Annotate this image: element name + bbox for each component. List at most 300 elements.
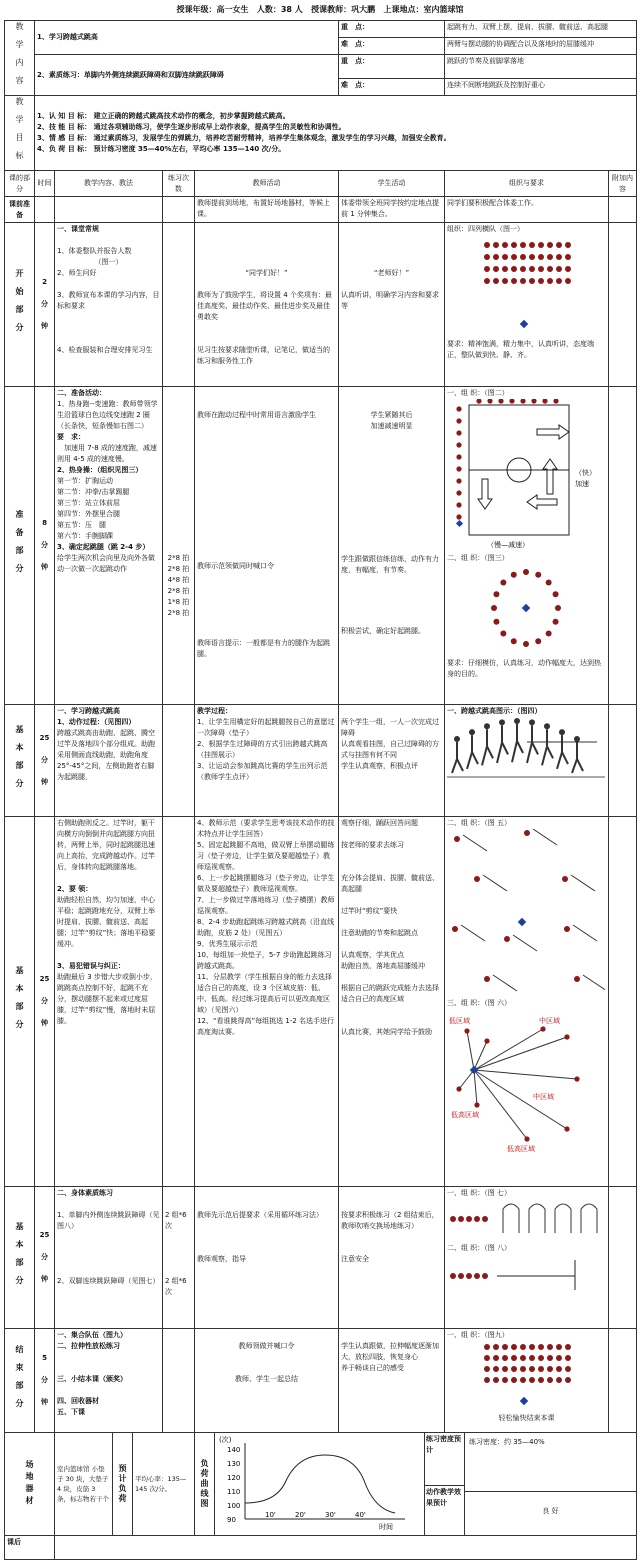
student-dot-icon bbox=[502, 1366, 508, 1372]
warm-c2: 要 求： bbox=[57, 433, 85, 441]
student-dot-icon bbox=[520, 1355, 526, 1361]
basic-row-2: 基本部分 25 分 钟 右侧助跑则反之。过竿时，躯干向横方向倒倒并向起跳腿方向扭转，两臂上举，同时起跳腿迅速向上高抬，完成跨越动作。过竿后，身体转向起跳腿落地。 2、要 领： 助跑轻松自然，均匀加速，中心平稳；起跳蹬地充分，双臂上举时提肩、拔腰、髋前送、高起腿；过竿“剪纹”快；落地平稳要缓冲。 3、易犯错误与纠正： 助跑最后 3 步错大步或倒小步，跳跳高点控制不好，起跳不充分，摆动腿摆不起来或过度屈膝，过竿“剪纹”慢，落地时未屈膝。 4、教师示范（要求学生思考该技术动作的技术特点并让学生回答） 5、固定起跳腿不高地，做双臂上举摆动腿练习（垫子旁边，让学生做及要超越垫子）教师巡视观察。 6、上一步起跳摆腿练习（垫子旁边，让学生做及要超越垫子）教师巡视观察。 7、上一步做过竿落地练习（垫子横摆）教师巡视观察。 8、2-4 步助跑起跳练习跨越式跳高（沿直线助跑，皮筋 2 处）（见图五） 9、优秀生展示示范 10、每组加一块垫子，5-7 步助跑起跳练习跨越式跳高。 11、分层教学（学生根据自身的能力去选择适合自己的高度，设 3 个区域皮筋：低、中、低高。经过练习提高后可以更改高度区域）（见图六） 12、“看谁跳得高”每组挑选 1-2 名选手进行高度淘汰赛。 观察仔细，踊跃回答问题 按老师的要求去练习 充分体会提肩、拔腰、髋前送、高起腿 过竿时“剪纹”要快 注意助跑的节奏和起跳点 认真观察，学其优点 助跑自然，落地高屈膝缓冲 根据自己的跳跃完成能力去选择适合自己的高度区域 认真比赛，其她同学给予鼓励 二、组 织：（图 五） 三、组 织：（图 六） 低区域 中区域 中区域 低高区域 低高区域 bbox=[5, 817, 637, 1187]
goal-4: 4、负 荷 目 标： 预计练习密度 35—40%左右，平均心率 135—140 次/分。 bbox=[37, 145, 286, 153]
warm-s2: 学生跟做跟信练信练，动作有力度，有幅度，有节奏。 bbox=[341, 555, 439, 574]
jumper-leg-icon bbox=[547, 746, 553, 758]
jumper-head-icon bbox=[544, 723, 550, 729]
content-row-1 bbox=[5, 21, 637, 38]
student-dot-icon bbox=[520, 1344, 526, 1350]
goal-1: 1、认 知 目 标： 建立正确的跨越式跳高技术动作的概念，初步掌握跨越式跳高。 bbox=[37, 112, 290, 120]
student-dot-icon bbox=[456, 466, 461, 471]
student-dot-icon bbox=[450, 1273, 456, 1279]
student-dot-icon bbox=[458, 1216, 464, 1222]
b2-s2: 充分体会提肩、拔腰、髋前送、高起腿 bbox=[341, 874, 439, 893]
b1-t2: 2、根据学生过障碍的方式引出跨越式跳高（挂图展示） bbox=[197, 740, 328, 759]
b3-r1: 2 组*6 次 bbox=[165, 1277, 187, 1296]
student-dot-icon bbox=[454, 836, 460, 842]
student-dot-icon bbox=[502, 242, 508, 248]
student-dot-icon bbox=[484, 1038, 489, 1043]
runway-line-icon bbox=[467, 1031, 474, 1070]
b2-t4: 8、2-4 步助跑起跳练习跨越式跳高（沿直线助跑，皮筋 2 处）（见图五） bbox=[197, 918, 335, 937]
student-dot-icon bbox=[542, 399, 547, 404]
start-c3: 2、师生问好 bbox=[57, 269, 97, 277]
student-dot-icon bbox=[498, 399, 503, 404]
teacher-marker-icon bbox=[520, 320, 528, 328]
student-dot-icon bbox=[564, 1126, 569, 1131]
student-dot-icon bbox=[493, 591, 499, 597]
student-dot-icon bbox=[556, 1355, 562, 1361]
end-c0: 一、集合队伍（图九） bbox=[57, 1331, 127, 1339]
high-jump-sequence-figure bbox=[447, 717, 605, 787]
jumper-head-icon bbox=[529, 719, 535, 725]
student-dot-icon bbox=[476, 399, 481, 404]
warm-c6: 第二节：冲拳/击掌踢腿 bbox=[57, 488, 130, 496]
student-dot-icon bbox=[511, 1355, 517, 1361]
student-dot-icon bbox=[493, 619, 499, 625]
x-tick-label: 10' bbox=[265, 1511, 276, 1519]
student-dot-icon bbox=[529, 1366, 535, 1372]
start-c5: 4、检查服装和合理安排见习生 bbox=[57, 346, 153, 354]
col-reps: 练习次数 bbox=[163, 171, 195, 197]
student-dot-icon bbox=[493, 1366, 499, 1372]
circle-formation-diagram bbox=[447, 564, 605, 654]
warm-o4: 二、组 织：（图三） bbox=[447, 554, 509, 562]
student-dot-icon bbox=[504, 936, 510, 942]
student-dot-icon bbox=[502, 1344, 508, 1350]
b2-o1: 三、组 织：（图 六） bbox=[447, 999, 511, 1007]
jumper-leg-icon bbox=[472, 752, 478, 764]
start-t2: 见习生按要求随堂听课，记笔记，做适当的练习和服务性工作 bbox=[197, 346, 330, 365]
content-item-2: 2、素质练习：单脚内外侧连续跳跃障碍和双脚连续跳跃障碍 bbox=[35, 55, 339, 96]
jumper-leg-icon bbox=[482, 746, 487, 765]
student-dot-icon bbox=[538, 242, 544, 248]
student-dot-icon bbox=[540, 1026, 545, 1031]
warm-r1: 2*8 拍 bbox=[167, 565, 190, 573]
b1-t1: 1、让学生用橫定好的起跳腿按自己的意愿过一次障碍（垫子） bbox=[197, 718, 335, 737]
student-dot-icon bbox=[564, 1034, 569, 1039]
warm-c10: 第六节：手腕脚踝 bbox=[57, 532, 113, 540]
warm-t1: 教师示范领做同时喊口令 bbox=[197, 562, 274, 570]
runway-line-icon bbox=[474, 1070, 527, 1139]
pre-class-row bbox=[5, 197, 637, 223]
student-dot-icon bbox=[556, 1366, 562, 1372]
footer-table bbox=[4, 1432, 637, 1560]
student-dot-icon bbox=[484, 1377, 490, 1383]
b3-c0: 二、身体素质练习 bbox=[57, 1189, 113, 1197]
runway-line-icon bbox=[474, 1070, 577, 1079]
student-dot-icon bbox=[565, 266, 571, 272]
b2-s8: 认真比赛，其她同学给予鼓励 bbox=[341, 1028, 432, 1036]
student-dot-icon bbox=[493, 266, 499, 272]
effect-text: 良 好 bbox=[542, 1507, 559, 1515]
b2-c4: 助跑最后 3 步错大步或倒小步，跳跳高点控制不好，起跳不充分，摆动腿摆不起来或过度屈膝，过竿“剪纹”慢，落地时未屈膝。 bbox=[57, 973, 157, 1025]
student-dot-icon bbox=[538, 266, 544, 272]
jumper-head-icon bbox=[499, 719, 505, 725]
student-dot-icon bbox=[456, 490, 461, 495]
basic-label-3: 基本部分 bbox=[5, 1187, 35, 1329]
student-dot-icon bbox=[466, 1216, 472, 1222]
student-dot-icon bbox=[511, 242, 517, 248]
b1-t3: 3、让运动会参加跳高比赛的学生出列示范（教师学生点评） bbox=[197, 762, 328, 781]
col-note: 附加内容 bbox=[609, 171, 637, 197]
end-s1: 养于畅谈自己的感受 bbox=[341, 1364, 404, 1372]
start-t1: 教师为了鼓励学生，将设置 4 个奖项有：最佳高度奖、最佳动作奖、最佳进步奖及最佳勇敢奖 bbox=[197, 291, 332, 321]
after-class-row bbox=[5, 1536, 637, 1560]
b2-c2: 助跑轻松自然，均匀加速，中心平稳；起跳蹬地充分，双臂上举时提肩、拔腰、髋前送、高起腿；过竿“剪纹”快；落地平稳要缓冲。 bbox=[57, 896, 156, 948]
bar-line-icon bbox=[493, 975, 517, 991]
start-s1: 认真听讲，明确学习内容和要求等 bbox=[341, 291, 439, 310]
student-dot-icon bbox=[511, 1366, 517, 1372]
b3-t1: 教师观察，指导 bbox=[197, 1255, 246, 1263]
b2-s3: 过竿时“剪纹”要快 bbox=[341, 907, 398, 915]
student-dot-icon bbox=[553, 591, 559, 597]
student-dot-icon bbox=[452, 926, 458, 932]
goals-label: 教学目标 bbox=[5, 96, 35, 171]
hurdle-icon bbox=[529, 1204, 545, 1233]
teacher-marker-icon bbox=[456, 520, 463, 527]
warm-c8: 第四节：外摆里合腿 bbox=[57, 510, 120, 518]
warmup-label: 准备部分 bbox=[5, 387, 35, 705]
student-dot-icon bbox=[484, 976, 490, 982]
y-tick-label: 100 bbox=[227, 1502, 241, 1510]
student-dot-icon bbox=[565, 1366, 571, 1372]
b3-s1: 注意安全 bbox=[341, 1255, 369, 1263]
student-dot-icon bbox=[520, 278, 526, 284]
col-content: 教学内容、教法 bbox=[55, 171, 163, 197]
student-dot-icon bbox=[529, 242, 535, 248]
lesson-plan-table bbox=[4, 20, 637, 1433]
goals-row bbox=[5, 96, 637, 171]
student-dot-icon bbox=[520, 1377, 526, 1383]
student-dot-icon bbox=[565, 1344, 571, 1350]
jumper-leg-icon bbox=[457, 759, 463, 771]
zone-mid-label-1: 中区域 bbox=[539, 1017, 560, 1025]
jumper-head-icon bbox=[514, 718, 520, 724]
jumper-leg-icon bbox=[557, 752, 562, 769]
warm-c1: 1、热身跑--变速跑：教师带领学生沿篮球白色边线变速跑 2 圈（长条快，短条慢如右图二） bbox=[57, 400, 158, 430]
hurdle-hop-diagram bbox=[447, 1199, 605, 1239]
student-dot-icon bbox=[511, 1377, 517, 1383]
warm-c9: 第五节：压 腿 bbox=[57, 521, 106, 529]
warm-r5: 2*8 拍 bbox=[167, 609, 190, 617]
basic-label-1: 基本部分 bbox=[5, 705, 35, 817]
student-dot-icon bbox=[456, 418, 461, 423]
curve-label: 负荷曲线图 bbox=[195, 1433, 215, 1536]
b2-s0: 观察仔细，踊跃回答问题 bbox=[341, 819, 418, 827]
bar-line-icon bbox=[461, 925, 485, 941]
end-o1: 轻松愉快结束本课 bbox=[498, 1414, 555, 1422]
load-text: 平均心率：135—145 次/分。 bbox=[133, 1433, 195, 1536]
b2-t2: 6、上一步起跳摆腿练习（垫子旁边，让学生做及要超越垫子）教师巡视观察。 bbox=[197, 874, 335, 893]
b1-t0: 教学过程： bbox=[197, 707, 232, 715]
b1-s2: 学生认真观察，积极点评 bbox=[341, 762, 418, 770]
warm-c11: 3、确定起跳腿（跳 2-4 步） bbox=[57, 543, 150, 551]
hurdle-icon bbox=[581, 1204, 597, 1233]
student-dot-icon bbox=[556, 242, 562, 248]
col-time: 时间 bbox=[35, 171, 55, 197]
student-dot-icon bbox=[556, 254, 562, 260]
basic-row-3: 基本部分 25 分 钟 二、身体素质练习 1、单脚内外侧连续跳跃障碍（见图八） 2、双脚连续跳跃障碍（见图七） 2 组*6 次 2 组*6 次 教师先示范后提要求（采用循环练习法） 教师观察，指导 按要求积极练习（2 组结束后，教师吹哨交换场地练习） 注意安全 一、组 织：（图 七） 二、组 织：（图 八） bbox=[5, 1187, 637, 1329]
student-dot-icon bbox=[529, 278, 535, 284]
end-t1: 教师、学生一起总结 bbox=[235, 1375, 298, 1383]
hurdle-icon bbox=[503, 1204, 519, 1233]
student-dot-icon bbox=[456, 514, 461, 519]
field-label: 场地器材 bbox=[5, 1433, 55, 1536]
student-dot-icon bbox=[523, 641, 529, 647]
student-dot-icon bbox=[511, 266, 517, 272]
student-dot-icon bbox=[511, 638, 517, 644]
student-dot-icon bbox=[484, 242, 490, 248]
student-dot-icon bbox=[524, 1136, 529, 1141]
student-dot-icon bbox=[531, 399, 536, 404]
student-dot-icon bbox=[565, 242, 571, 248]
warm-r2: 4*8 拍 bbox=[167, 576, 190, 584]
bar-line-icon bbox=[583, 975, 605, 991]
student-dot-icon bbox=[456, 478, 461, 483]
student-dot-icon bbox=[565, 1355, 571, 1361]
zone-diagram bbox=[447, 1009, 605, 1159]
basic-row-1: 基本部分 25 分 钟 一、学习跨越式跳高 1、动作过程：（见图四） 跨越式跳高由助跑、起跳、腾空过竿及落地四个部分组成。助跑采用侧面直线助跑，助跑角度 25°-45°之间，左侧助跑者右脚为起跳腿， 教学过程： 1、让学生用橫定好的起跳腿按自己的意愿过一次障碍（垫子） 2、根据学生过障碍的方式引出跨越式跳高（挂图展示） 3、让运动会参加跳高比赛的学生出列示范（教师学生点评） 两个学生一组，一人一次完成过障碍 认真观看挂图，自己过障碍的方式与挂图有何不同 学生认真观察，积极点评 一、跨越式跳高图示：（图四） bbox=[5, 705, 637, 817]
start-c2: （图一） bbox=[94, 258, 123, 266]
b1-s1: 认真观看挂图，自己过障碍的方式与挂图有何不同 bbox=[341, 740, 439, 759]
b2-t5: 9、优秀生展示示范 bbox=[197, 940, 258, 948]
student-dot-icon bbox=[509, 399, 514, 404]
jumper-leg-icon bbox=[517, 741, 523, 753]
arrow-down-icon bbox=[478, 479, 492, 509]
jump-station-diagram bbox=[447, 829, 605, 994]
x-tick-label: 30' bbox=[325, 1511, 336, 1519]
student-dot-icon bbox=[553, 399, 558, 404]
content-item-1: 1、学习跨越式跳高 bbox=[35, 21, 339, 55]
end-c4: 五、下课 bbox=[57, 1408, 85, 1416]
start-c1: 1、体委整队并报告人数 bbox=[57, 247, 132, 255]
student-dot-icon bbox=[574, 1076, 579, 1081]
warm-c3: 加速用 7-8 成的速度跑，减速则用 4-5 成的速度慢。 bbox=[57, 444, 157, 463]
running-route-diagram bbox=[447, 399, 605, 549]
student-dot-icon bbox=[565, 254, 571, 260]
bar-line-icon bbox=[573, 925, 597, 941]
b1-c1: 1、动作过程：（见图四） bbox=[57, 718, 136, 726]
grade: 授课年级：高一女生 bbox=[176, 5, 249, 14]
bar-line-icon bbox=[533, 829, 557, 845]
warm-t2: 教师语言提示：一般都是有力的腿作为起跳腿。 bbox=[197, 639, 330, 658]
student-dot-icon bbox=[546, 630, 552, 636]
student-dot-icon bbox=[487, 399, 492, 404]
student-dot-icon bbox=[456, 1086, 461, 1091]
pre-student: 体委带领全班同学按约定地点提前 1 分钟集合。 bbox=[339, 197, 445, 223]
jumper-leg-icon bbox=[542, 746, 547, 765]
student-dot-icon bbox=[564, 926, 570, 932]
b2-t8: 12、“看谁跳得高”每组挑选 1-2 名选手进行高度淘汰赛。 bbox=[197, 1017, 335, 1036]
jumper-leg-icon bbox=[572, 759, 577, 773]
student-dot-icon bbox=[538, 278, 544, 284]
student-dot-icon bbox=[493, 278, 499, 284]
student-dot-icon bbox=[520, 242, 526, 248]
accel-label: 加速 bbox=[575, 480, 589, 488]
warm-s3: 积极尝试，确定好起跳腿。 bbox=[341, 627, 425, 635]
b1-c2: 跨越式跳高由助跑、起跳、腾空过竿及落地四个部分组成。助跑采用侧面直线助跑，助跑角度 25°-45°之间，左侧助跑者右脚为起跳腿， bbox=[57, 729, 155, 781]
warm-r0: 2*8 拍 bbox=[167, 554, 190, 562]
goal-2: 2、技 能 目 标： 通过各项辅助练习，使学生逐步形成早上动作表象，提高学生的灵敏性和协调性。 bbox=[37, 123, 346, 131]
formation-diagram-9 bbox=[447, 1341, 605, 1409]
b3-o0: 一、组 织：（图 七） bbox=[447, 1189, 511, 1197]
arrow-left-icon bbox=[527, 495, 557, 509]
start-label: 开始部分 bbox=[5, 223, 35, 387]
student-dot-icon bbox=[538, 254, 544, 260]
student-dot-icon bbox=[511, 254, 517, 260]
b2-t7: 11、分层教学（学生根据自身的能力去选择适合自己的高度，设 3 个区域皮筋：低、中、低高。经过练习提高后可以更改高度区域）（见图六） bbox=[197, 973, 332, 1014]
jumper-leg-icon bbox=[577, 759, 583, 771]
bar-line-icon bbox=[513, 935, 537, 951]
after-class-label: 课后 bbox=[5, 1536, 55, 1560]
bar-line-icon bbox=[483, 875, 507, 891]
student-dot-icon bbox=[493, 242, 499, 248]
student-dot-icon bbox=[474, 1102, 479, 1107]
jumper-head-icon bbox=[574, 736, 580, 742]
x-tick-label: 40' bbox=[355, 1511, 366, 1519]
student-dot-icon bbox=[547, 1344, 553, 1350]
student-dot-icon bbox=[535, 572, 541, 578]
b2-o0: 二、组 织：（图 五） bbox=[447, 819, 511, 827]
load-label: 预计负荷 bbox=[113, 1433, 133, 1536]
b1-s0: 两个学生一组，一人一次完成过障碍 bbox=[341, 718, 439, 737]
x-tick-label: 20' bbox=[295, 1511, 306, 1519]
student-dot-icon bbox=[547, 254, 553, 260]
runway-line-icon bbox=[474, 1070, 477, 1105]
formation-diagram-1 bbox=[447, 235, 605, 335]
col-org: 组织与要求 bbox=[445, 171, 609, 197]
y-tick-label: 120 bbox=[227, 1474, 241, 1482]
student-dot-icon bbox=[547, 1366, 553, 1372]
zone-low-label: 低区域 bbox=[449, 1017, 470, 1025]
end-s0: 学生认真跟做，拉伸幅度逐渐加大，放松四肢，恢复身心 bbox=[341, 1342, 439, 1361]
jumper-head-icon bbox=[454, 736, 460, 742]
student-dot-icon bbox=[502, 1377, 508, 1383]
student-dot-icon bbox=[529, 266, 535, 272]
jumper-leg-icon bbox=[487, 746, 493, 758]
end-t0: 教师领做并喊口令 bbox=[238, 1342, 295, 1350]
student-dot-icon bbox=[535, 638, 541, 644]
content-row-3 bbox=[5, 55, 637, 79]
end-c1: 二、拉伸性放松练习 bbox=[57, 1342, 120, 1350]
warm-c5: 第一节：扩胸运动 bbox=[57, 477, 113, 485]
jumper-leg-icon bbox=[527, 742, 532, 763]
b2-t6: 10、每组加一块垫子，5-7 步助跑起跳练习跨越式跳高。 bbox=[197, 951, 332, 970]
b2-c0: 右侧助跑则反之。过竿时，躯干向横方向倒倒并向起跳腿方向扭转，两臂上举，同时起跳腿迅速向上高抬，完成跨越动作。过竿后，身体转向起跳腿落地。 bbox=[57, 819, 155, 871]
end-c3: 四、回收器材 bbox=[57, 1397, 99, 1405]
b2-t1: 5、固定起跳腿不高地，做双臂上举摆动腿练习（垫子旁边，让学生做及要超越垫子）教师巡视观察。 bbox=[197, 841, 335, 871]
zone-mid-label-2: 中区域 bbox=[533, 1093, 554, 1101]
col-student: 学生活动 bbox=[339, 171, 445, 197]
b2-t3: 7、上一步做过竿落地练习（垫子横摆）教师巡视观察。 bbox=[197, 896, 335, 915]
student-dot-icon bbox=[502, 254, 508, 260]
student-dot-icon bbox=[562, 876, 568, 882]
start-s0: “老师好！” bbox=[373, 269, 410, 277]
student-dot-icon bbox=[484, 1355, 490, 1361]
b3-r0: 2 组*6 次 bbox=[165, 1211, 187, 1230]
b3-c2: 2、双脚连续跳跃障碍（见图七） bbox=[57, 1277, 160, 1285]
y-tick-label: 110 bbox=[227, 1488, 241, 1496]
warm-o0: 一、组 织：（图二） bbox=[447, 389, 509, 397]
content-label: 教学内容 bbox=[5, 21, 35, 96]
student-dot-icon bbox=[547, 266, 553, 272]
goal-3: 3、情 感 目 标： 通过素质练习，发展学生的弹跳力，培养吃苦耐劳精神，培养学生集体观念，激发学生的学习兴趣，加强安全教育。 bbox=[37, 134, 451, 142]
student-dot-icon bbox=[547, 1355, 553, 1361]
student-dot-icon bbox=[484, 1344, 490, 1350]
pre-class-label: 课前准备 bbox=[5, 197, 35, 223]
effect-label: 动作教学效果预计 bbox=[426, 1488, 461, 1507]
bar-line-icon bbox=[463, 835, 487, 851]
jumper-leg-icon bbox=[502, 742, 508, 754]
b2-c1: 2、要 领： bbox=[57, 885, 93, 893]
bar-line-icon bbox=[571, 875, 595, 891]
student-dot-icon bbox=[493, 1377, 499, 1383]
student-dot-icon bbox=[538, 1366, 544, 1372]
student-dot-icon bbox=[529, 1344, 535, 1350]
student-dot-icon bbox=[524, 830, 530, 836]
density-text: 练习密度：约 35—40% bbox=[465, 1433, 636, 1492]
start-t0: “同学们好！” bbox=[245, 269, 288, 277]
student-dot-icon bbox=[482, 1273, 488, 1279]
teacher-name: 授课教师：巩大鹏 bbox=[311, 5, 376, 14]
side-hop-diagram bbox=[447, 1254, 605, 1294]
basic-label-2: 基本部分 bbox=[5, 817, 35, 1187]
student-dot-icon bbox=[565, 278, 571, 284]
col-teacher: 教师活动 bbox=[195, 171, 339, 197]
student-dot-icon bbox=[529, 1355, 535, 1361]
student-dot-icon bbox=[529, 254, 535, 260]
warm-t0: 教师在跑动过程中时常用语言激励学生 bbox=[197, 411, 316, 419]
fast-label: （快） bbox=[575, 469, 596, 477]
start-o0: 组织：四列横队（图一） bbox=[447, 225, 524, 233]
student-dot-icon bbox=[456, 442, 461, 447]
student-dot-icon bbox=[456, 454, 461, 459]
student-dot-icon bbox=[493, 1344, 499, 1350]
student-dot-icon bbox=[456, 502, 461, 507]
student-dot-icon bbox=[553, 619, 559, 625]
student-dot-icon bbox=[574, 976, 580, 982]
start-o1: 要求：精神饱满，精力集中，认真听讲，态度端正，整队做到快、静、齐。 bbox=[447, 340, 594, 359]
jumper-leg-icon bbox=[562, 752, 568, 764]
column-headers bbox=[5, 171, 637, 197]
key-value-1: 起跳有力、双臂上摆，提肩、拔腰、髋前送、高起腿 bbox=[445, 21, 637, 38]
arrow-right-icon bbox=[537, 425, 569, 439]
warm-s1: 加速减速明显 bbox=[370, 422, 413, 430]
student-dot-icon bbox=[464, 1028, 469, 1033]
student-dot-icon bbox=[529, 1377, 535, 1383]
start-row: 开始部分 2 分 钟 一、课堂常规 1、体委整队并报告人数 （图一） 2、师生问好 3、教师宣布本课的学习内容，目标和要求 4、检查服装和合理安排见习生 “同学们好！” 教师为了鼓励学生，将设置 4 个奖项有：最佳高度奖、最佳动作奖、最佳进步奖及最佳勇敢奖 见习生按要求随堂听课，记笔记，做适当的练习和服务性工作 “老师好！” 认真听讲，明确学习内容和要求等 组织：四列横队（图一） 要求：精神饱满，精力集中，认真听讲，态度端正，整队做到快、静、齐。 bbox=[5, 223, 637, 387]
student-dot-icon bbox=[547, 242, 553, 248]
heart-rate-curve-chart bbox=[215, 1433, 423, 1531]
warm-r3: 2*8 拍 bbox=[167, 587, 190, 595]
student-dot-icon bbox=[547, 278, 553, 284]
student-dot-icon bbox=[546, 580, 552, 586]
teacher-marker-icon bbox=[518, 918, 526, 926]
student-dot-icon bbox=[520, 254, 526, 260]
student-count: 人数：38 人 bbox=[256, 5, 303, 14]
student-dot-icon bbox=[523, 569, 529, 575]
student-dot-icon bbox=[538, 1355, 544, 1361]
student-dot-icon bbox=[484, 1366, 490, 1372]
student-dot-icon bbox=[458, 1273, 464, 1279]
b1-o0: 一、跨越式跳高图示：（图四） bbox=[447, 707, 542, 715]
b2-s6: 助跑自然，落地高屈膝缓冲 bbox=[341, 962, 425, 970]
student-dot-icon bbox=[520, 399, 525, 404]
jumper-leg-icon bbox=[512, 741, 517, 762]
student-dot-icon bbox=[493, 1355, 499, 1361]
student-dot-icon bbox=[493, 254, 499, 260]
jumper-leg-icon bbox=[452, 759, 457, 773]
